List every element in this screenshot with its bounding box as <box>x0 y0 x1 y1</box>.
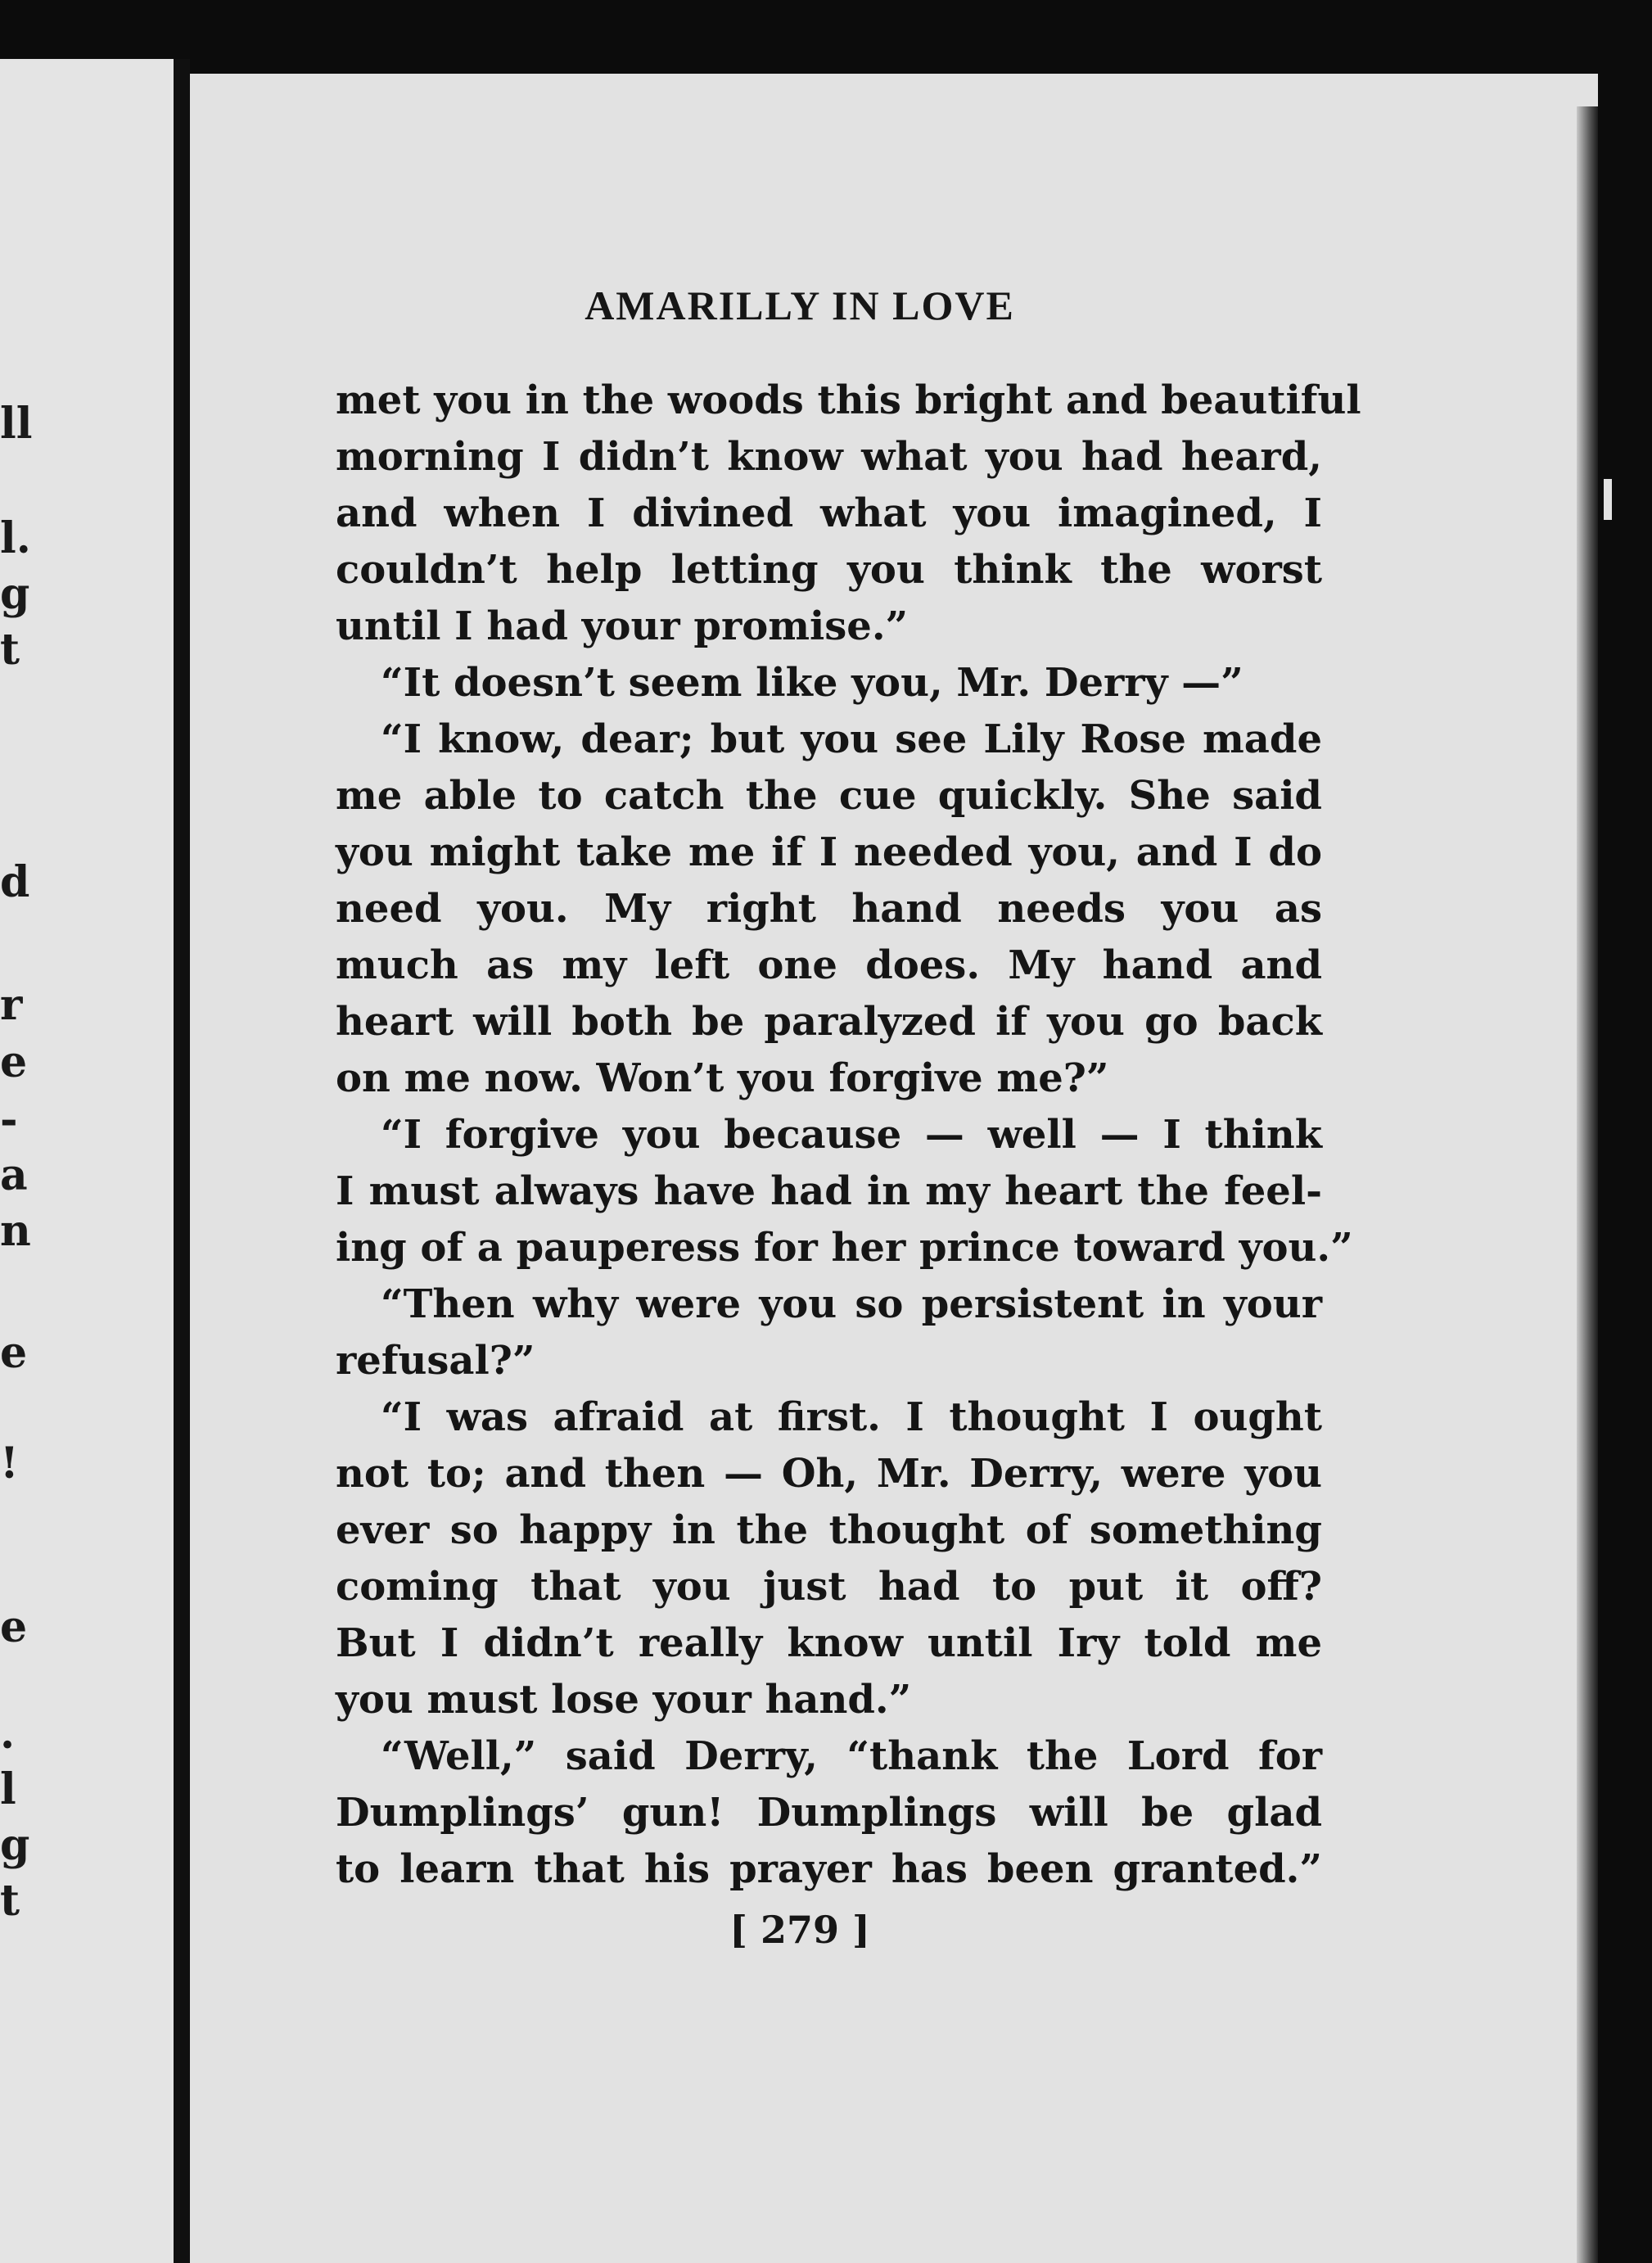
text-line: “I know, dear; but you see Lily Rose made <box>381 716 1322 762</box>
text-line: to learn that his prayer has been granted.” <box>336 1846 1322 1892</box>
text-line: need you. My right hand needs you as <box>336 886 1322 932</box>
text-line: coming that you just had to put it off? <box>336 1564 1322 1610</box>
facing-page-fragment: l <box>0 1764 16 1814</box>
facing-page-fragment: n <box>0 1206 31 1256</box>
text-line: morning I didn’t know what you had heard, <box>336 434 1322 480</box>
facing-page-fragment: g <box>0 1820 30 1870</box>
text-line: and when I divined what you imagined, I <box>336 490 1322 536</box>
facing-page-fragment: g <box>0 569 30 619</box>
text-line: you must lose your hand.” <box>336 1677 912 1723</box>
text-line: “Then why were you so persistent in your <box>381 1281 1322 1327</box>
facing-page-fragment: t <box>0 1876 20 1926</box>
text-line: met you in the woods this bright and beautiful <box>336 377 1361 423</box>
facing-page-fragment: ll <box>0 399 33 449</box>
facing-page-fragment: a <box>0 1150 28 1200</box>
text-line: on me now. Won’t you forgive me?” <box>336 1055 1109 1101</box>
running-head: AMARILLY IN LOVE <box>585 282 1015 328</box>
text-line: me able to catch the cue quickly. She said <box>336 773 1322 819</box>
text-line: you might take me if I needed you, and I do <box>336 829 1322 875</box>
text-line: not to; and then — Oh, Mr. Derry, were you <box>336 1451 1322 1497</box>
text-line: much as my left one does. My hand and <box>336 942 1322 988</box>
text-line: refusal?” <box>336 1338 535 1384</box>
text-line: “I was afraid at first. I thought I ought <box>381 1394 1322 1440</box>
text-line: I must always have had in my heart the feel- <box>336 1168 1322 1214</box>
text-line: until I had your promise.” <box>336 603 909 649</box>
text-line: Dumplings’ gun! Dumplings will be glad <box>336 1790 1322 1836</box>
facing-page-fragment: . <box>0 1709 16 1759</box>
text-line: ever so happy in the thought of something <box>336 1507 1322 1553</box>
facing-page-fragment: e <box>0 1602 28 1652</box>
text-line: couldn’t help letting you think the worst <box>336 547 1322 593</box>
facing-page-fragment: - <box>0 1095 18 1145</box>
book-gutter <box>174 59 190 2263</box>
facing-page-margin <box>0 399 57 1958</box>
facing-page-fragment: ! <box>0 1439 19 1488</box>
facing-page-fragment: l. <box>0 513 31 563</box>
page-number: [ 279 ] <box>729 1908 870 1952</box>
facing-page-fragment: t <box>0 625 20 675</box>
facing-page <box>0 59 174 2263</box>
text-line: “I forgive you because — well — I think <box>381 1112 1322 1158</box>
page-edge-shadow <box>1577 106 1598 2263</box>
facing-page-fragment: e <box>0 1037 28 1087</box>
page-edge-mark <box>1604 479 1612 520</box>
page-body-text <box>336 373 1361 1898</box>
facing-page-fragment: d <box>0 857 30 907</box>
facing-page-fragment: r <box>0 980 23 1030</box>
text-line: “Well,” said Derry, “thank the Lord for <box>381 1733 1322 1779</box>
text-line: But I didn’t really know until Iry told me <box>336 1620 1322 1666</box>
facing-page-fragment: e <box>0 1328 28 1378</box>
text-line: “It doesn’t seem like you, Mr. Derry —” <box>381 660 1244 706</box>
text-line: heart will both be paralyzed if you go back <box>336 999 1322 1045</box>
text-line: ing of a pauperess for her prince toward you.” <box>336 1225 1353 1271</box>
